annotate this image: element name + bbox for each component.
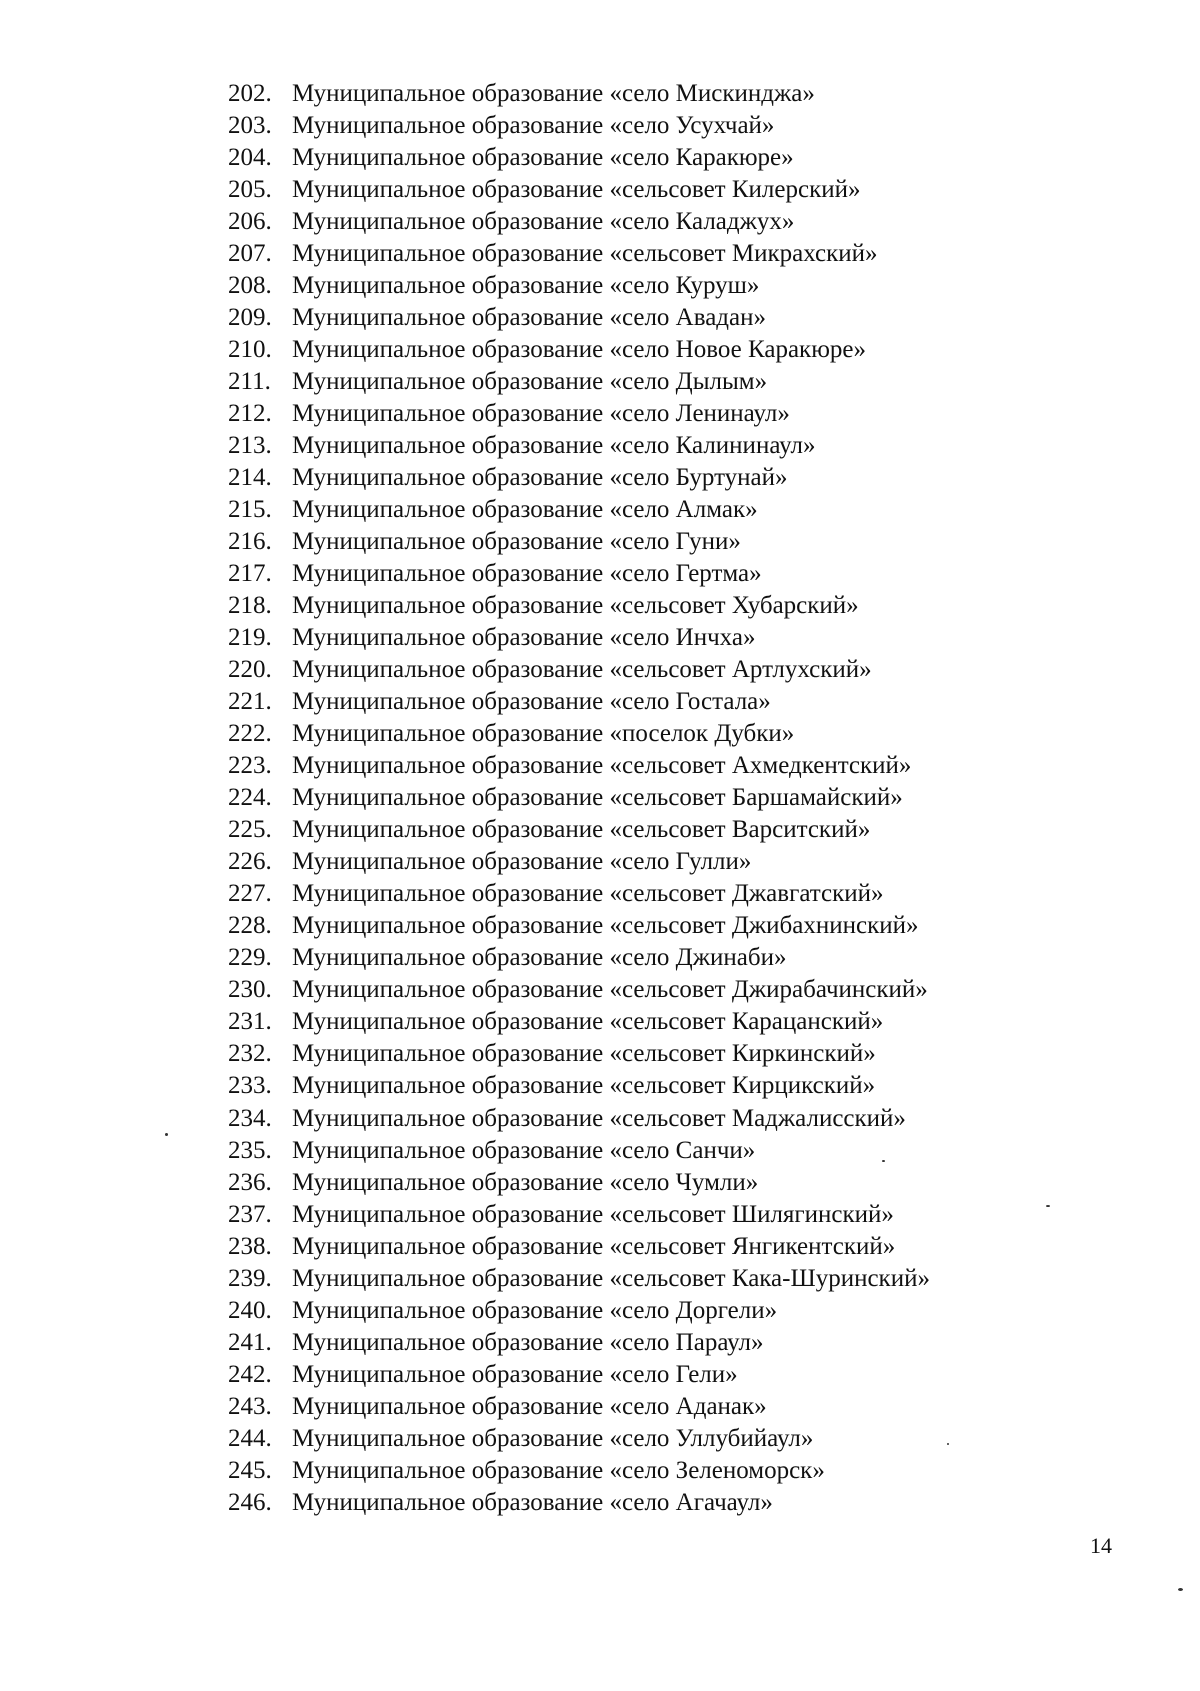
item-number: 202. [228, 80, 272, 107]
item-text: Муниципальное образование «село Калининаул» [292, 432, 816, 460]
item-number: 229. [228, 944, 272, 972]
item-text: Муниципальное образование «село Ленинаул» [292, 400, 790, 428]
list-item [228, 654, 930, 686]
item-number: 206. [228, 208, 272, 236]
item-number: 227. [228, 880, 272, 908]
item-text: Муниципальное образование «сельсовет Джибахнинский» [292, 912, 919, 940]
item-number: 210. [228, 336, 272, 364]
list-item [228, 1295, 930, 1327]
list-item [228, 1487, 930, 1519]
item-number: 220. [228, 656, 272, 684]
item-text: Муниципальное образование «сельсовет Хубарский» [292, 592, 859, 620]
item-text: Муниципальное образование «сельсовет Джавгатский» [292, 880, 884, 908]
list-item [228, 526, 930, 558]
list-item [228, 1103, 930, 1135]
item-number: 244. [228, 1424, 272, 1452]
list-item [228, 558, 930, 590]
item-number: 243. [228, 1392, 272, 1420]
list-item [228, 1391, 930, 1423]
item-number: 219. [228, 624, 272, 652]
list-item [228, 270, 930, 302]
list-item [228, 782, 930, 814]
list-item [228, 1167, 930, 1199]
item-number: 246. [228, 1488, 272, 1516]
item-number: 232. [228, 1040, 272, 1068]
item-number: 215. [228, 496, 272, 524]
list-item [228, 366, 930, 398]
list-item [228, 78, 930, 110]
item-number: 242. [228, 1360, 272, 1388]
item-text: Муниципальное образование «село Дылым» [292, 368, 768, 396]
list-item [228, 1006, 930, 1038]
item-text: Муниципальное образование «сельсовет Карацанский» [292, 1008, 884, 1036]
item-number: 228. [228, 912, 272, 940]
item-text: Муниципальное образование «сельсовет Варситский» [292, 816, 871, 844]
list-item [228, 1199, 930, 1231]
item-text: Муниципальное образование «сельсовет Джирабачинский» [292, 976, 928, 1004]
scan-speck [882, 1160, 885, 1162]
item-text: Муниципальное образование «село Доргели» [292, 1296, 778, 1324]
item-text: Муниципальное образование «село Гуни» [292, 528, 741, 556]
item-text: Муниципальное образование «село Усухчай» [292, 112, 775, 140]
item-number: 205. [228, 176, 272, 204]
item-text: Муниципальное образование «сельсовет Артлухский» [292, 656, 872, 684]
item-number: 214. [228, 464, 272, 492]
item-number: 211. [228, 368, 271, 396]
item-number: 230. [228, 976, 272, 1004]
item-number: 213. [228, 432, 272, 460]
list-item [228, 1231, 930, 1263]
list-item [228, 494, 930, 526]
item-text: Муниципальное образование «сельсовет Киркинский» [292, 1040, 876, 1068]
item-number: 235. [228, 1136, 272, 1164]
list-item [228, 622, 930, 654]
item-number: 239. [228, 1264, 272, 1292]
item-text: Муниципальное образование «сельсовет Ахмедкентский» [292, 752, 912, 780]
item-number: 204. [228, 144, 272, 172]
item-number: 231. [228, 1008, 272, 1036]
item-number: 226. [228, 848, 272, 876]
list-item [228, 686, 930, 718]
list-item [228, 814, 930, 846]
item-number: 225. [228, 816, 272, 844]
item-text: Муниципальное образование «село Гулли» [292, 848, 752, 876]
item-number: 216. [228, 528, 272, 556]
list-item [228, 942, 930, 974]
list-item [228, 398, 930, 430]
item-number: 236. [228, 1168, 272, 1196]
item-number: 209. [228, 304, 272, 332]
list-item [228, 302, 930, 334]
list-item [228, 1038, 930, 1070]
list-item [228, 878, 930, 910]
list-item [228, 334, 930, 366]
page-number: 14 [1090, 1533, 1112, 1558]
item-number: 224. [228, 784, 272, 812]
item-number: 222. [228, 720, 272, 748]
list-item [228, 110, 930, 142]
item-text: Муниципальное образование «поселок Дубки» [292, 720, 795, 748]
item-number: 223. [228, 752, 272, 780]
list-item [228, 462, 930, 494]
item-number: 240. [228, 1296, 272, 1324]
item-text: Муниципальное образование «село Гертма» [292, 560, 762, 588]
list-item [228, 590, 930, 622]
item-number: 238. [228, 1232, 272, 1260]
item-text: Муниципальное образование «сельсовет Кака-Шуринский» [292, 1264, 930, 1292]
item-text: Муниципальное образование «село Параул» [292, 1328, 764, 1356]
list-item [228, 1135, 930, 1167]
item-text: Муниципальное образование «сельсовет Баршамайский» [292, 784, 903, 812]
item-number: 218. [228, 592, 272, 620]
item-text: Муниципальное образование «село Инчха» [292, 624, 756, 652]
item-number: 241. [228, 1328, 272, 1356]
item-text: Муниципальное образование «село Каракюре» [292, 144, 794, 172]
item-text: Муниципальное образование «сельсовет Янгикентский» [292, 1232, 896, 1260]
scan-speck [1046, 1205, 1050, 1207]
item-text: Муниципальное образование «сельсовет Килерский» [292, 176, 861, 204]
list-item [228, 142, 930, 174]
item-text: Муниципальное образование «сельсовет Шилягинский» [292, 1200, 894, 1228]
item-number: 217. [228, 560, 272, 588]
item-number: 237. [228, 1200, 272, 1228]
list-item [228, 206, 930, 238]
item-text: Муниципальное образование «село Мискинджа» [292, 80, 815, 107]
item-text: Муниципальное образование «село Гели» [292, 1360, 738, 1388]
item-number: 233. [228, 1072, 272, 1100]
item-text: Муниципальное образование «сельсовет Маджалисский» [292, 1104, 906, 1132]
list-item [228, 1423, 930, 1455]
item-number: 212. [228, 400, 272, 428]
item-text: Муниципальное образование «село Агачаул» [292, 1488, 773, 1516]
item-text: Муниципальное образование «село Чумли» [292, 1168, 759, 1196]
item-text: Муниципальное образование «сельсовет Кирцикский» [292, 1072, 876, 1100]
item-text: Муниципальное образование «село Гостала» [292, 688, 771, 716]
scan-speck [1178, 1588, 1183, 1591]
item-number: 234. [228, 1104, 272, 1132]
item-text: Муниципальное образование «сельсовет Микрахский» [292, 240, 878, 268]
list-item [228, 846, 930, 878]
list-item [228, 974, 930, 1006]
item-number: 208. [228, 272, 272, 300]
item-text: Муниципальное образование «село Буртунай» [292, 464, 788, 492]
list-item [228, 1455, 930, 1487]
list-item [228, 718, 930, 750]
item-text: Муниципальное образование «село Куруш» [292, 272, 760, 300]
item-number: 203. [228, 112, 272, 140]
list-item [228, 238, 930, 270]
item-text: Муниципальное образование «село Аданак» [292, 1392, 767, 1420]
item-text: Муниципальное образование «село Алмак» [292, 496, 758, 524]
item-text: Муниципальное образование «село Уллубийаул» [292, 1424, 814, 1452]
item-number: 245. [228, 1456, 272, 1484]
scan-speck [165, 1133, 168, 1136]
item-number: 207. [228, 240, 272, 268]
item-text: Муниципальное образование «село Авадан» [292, 304, 766, 332]
list-item [228, 174, 930, 206]
list-item [228, 1070, 930, 1102]
scan-speck [947, 1443, 949, 1445]
item-text: Муниципальное образование «село Каладжух» [292, 208, 795, 236]
list-item [228, 430, 930, 462]
list-item [228, 1359, 930, 1391]
list-item [228, 750, 930, 782]
item-text: Муниципальное образование «село Джинаби» [292, 944, 787, 972]
item-text: Муниципальное образование «село Санчи» [292, 1136, 756, 1164]
item-text: Муниципальное образование «село Зеленоморск» [292, 1456, 825, 1484]
municipality-list [228, 78, 930, 1519]
item-number: 221. [228, 688, 272, 716]
list-item [228, 1327, 930, 1359]
list-item [228, 1263, 930, 1295]
list-item [228, 910, 930, 942]
item-text: Муниципальное образование «село Новое Каракюре» [292, 336, 866, 364]
